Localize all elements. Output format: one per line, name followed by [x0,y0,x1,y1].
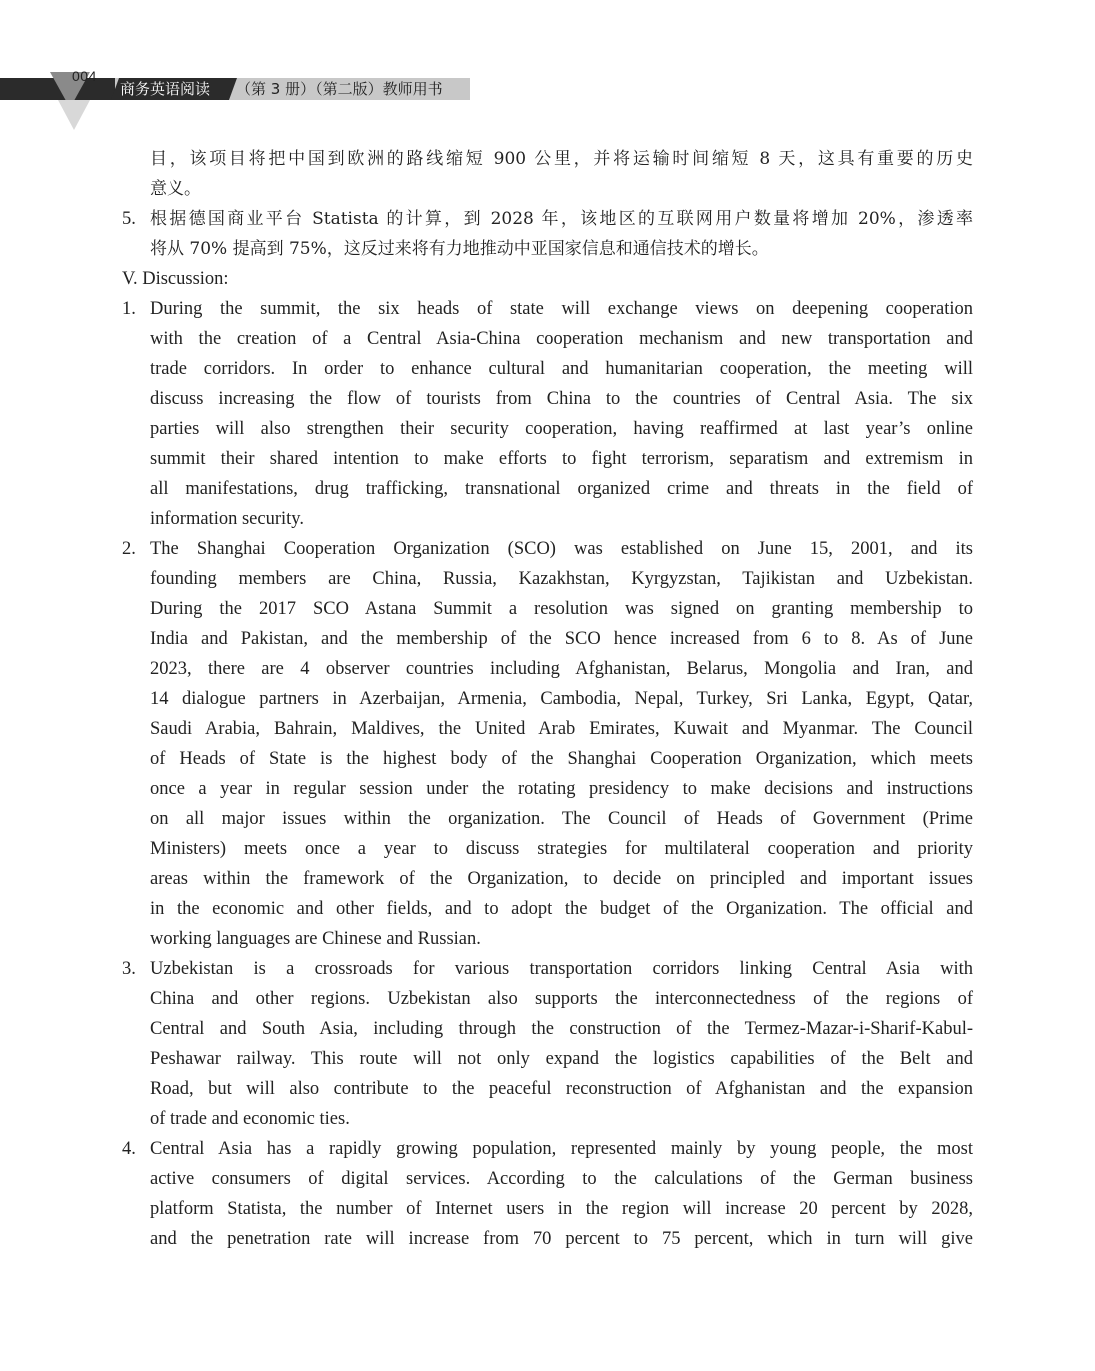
book-title: 商务英语阅读 [120,80,211,98]
text-line: and the penetration rate will increase from 70 percent to 75 percent, which in turn will give [150,1229,973,1249]
text-line: 将从 70% 提高到 75%，这反过来将有力地推动中亚国家信息和通信技术的增长。 [150,239,769,259]
section-heading: V. Discussion: [122,269,229,289]
text-line: active consumers of digital services. According to the calculations of the German business [150,1169,973,1189]
text-line: Uzbekistan is a crossroads for various transportation corridors linking Central Asia with [150,959,973,979]
text-line: 意义。 [150,179,201,199]
list-number: 1. [122,299,136,319]
text-line: During the summit, the six heads of state will exchange views on deepening cooperation [150,299,973,319]
text-line: of trade and economic ties. [150,1109,350,1129]
text-line: working languages are Chinese and Russian. [150,929,481,949]
book-subtitle: （第 3 册）（第二版）教师用书 [236,80,443,98]
text-line: During the 2017 SCO Astana Summit a resolution was signed on granting membership to [150,599,973,619]
text-line: parties will also strengthen their security cooperation, having reaffirmed at last year’s online [150,419,973,439]
header-triangle-light-icon [58,100,90,130]
text-line: with the creation of a Central Asia-China cooperation mechanism and new transportation and [150,329,973,349]
list-number: 2. [122,539,136,559]
text-line: founding members are China, Russia, Kazakhstan, Kyrgyzstan, Tajikistan and Uzbekistan. [150,569,973,589]
text-line: areas within the framework of the Organization, to decide on principled and important issues [150,869,973,889]
text-line: 根据德国商业平台 Statista 的计算，到 2028 年，该地区的互联网用户数量将增加 20%，渗透率 [150,209,973,229]
text-line: all manifestations, drug trafficking, transnational organized crime and threats in the field of [150,479,973,499]
text-line: 2023, there are 4 observer countries including Afghanistan, Belarus, Mongolia and Iran, and [150,659,973,679]
text-line: Saudi Arabia, Bahrain, Maldives, the United Arab Emirates, Kuwait and Myanmar. The Council [150,719,973,739]
text-line: India and Pakistan, and the membership of the SCO hence increased from 6 to 8. As of June [150,629,973,649]
text-line: in the economic and other fields, and to adopt the budget of the Organization. The official and [150,899,973,919]
text-line: summit their shared intention to make efforts to fight terrorism, separatism and extremism in [150,449,973,469]
text-line: China and other regions. Uzbekistan also supports the interconnectedness of the regions of [150,989,973,1009]
text-line: trade corridors. In order to enhance cultural and humanitarian cooperation, the meeting will [150,359,973,379]
list-number: 4. [122,1139,136,1159]
text-line: Central and South Asia, including through the construction of the Termez-Mazar-i-Sharif-Kabul- [150,1019,973,1039]
text-line: platform Statista, the number of Internet users in the region will increase 20 percent by 2028, [150,1199,973,1219]
text-line: 14 dialogue partners in Azerbaijan, Armenia, Cambodia, Nepal, Turkey, Sri Lanka, Egypt, Qatar, [150,689,973,709]
text-line: The Shanghai Cooperation Organization (SCO) was established on June 15, 2001, and its [150,539,973,559]
text-line: Peshawar railway. This route will not only expand the logistics capabilities of the Belt and [150,1049,973,1069]
page-header [0,68,470,138]
text-line: Ministers) meets once a year to discuss strategies for multilateral cooperation and priority [150,839,973,859]
text-line: Central Asia has a rapidly growing population, represented mainly by young people, the most [150,1139,973,1159]
text-line: on all major issues within the organization. The Council of Heads of Government (Prime [150,809,973,829]
text-line: once a year in regular session under the rotating presidency to make decisions and instructions [150,779,973,799]
list-number: 5. [122,209,136,229]
text-line: discuss increasing the flow of tourists from China to the countries of Central Asia. The six [150,389,973,409]
list-number: 3. [122,959,136,979]
text-line: Road, but will also contribute to the peaceful reconstruction of Afghanistan and the expansion [150,1079,973,1099]
page-number: 004 [72,68,97,84]
text-line: information security. [150,509,304,529]
text-line: 目，该项目将把中国到欧洲的路线缩短 900 公里，并将运输时间缩短 8 天，这具有重要的历史 [150,149,973,169]
text-line: of Heads of State is the highest body of the Shanghai Cooperation Organization, which meets [150,749,973,769]
